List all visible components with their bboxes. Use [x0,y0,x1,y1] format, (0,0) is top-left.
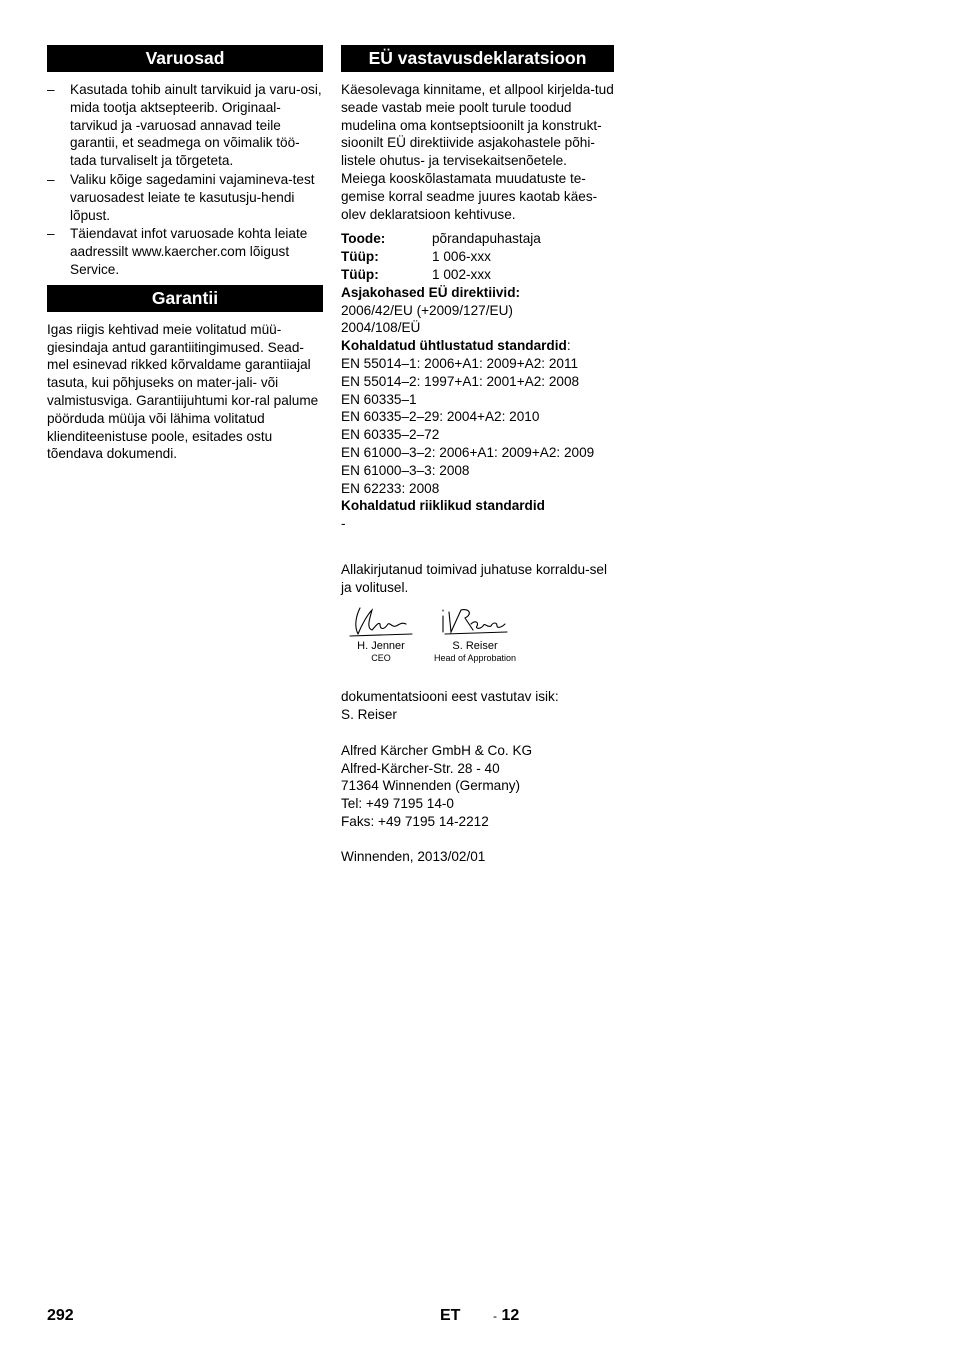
place-date: Winnenden, 2013/02/01 [341,849,486,865]
product-row: Toode: põrandapuhastaja [341,231,541,247]
list-item: – Täiendavat infot varuosade kohta leiate aadressilt www.kaercher.com lõigust Service. [47,226,308,277]
list-item: – Valiku kõige sagedamini vajamineva-test varuosadest leiate te kasutusju-hendi lõpust. [47,171,315,223]
standard-item: EN 60335–2–72 [341,427,440,443]
directives-label: Asjakohased EÜ direktiivid: [341,284,521,300]
declaration-specs [341,230,614,533]
handwritten-signature-icon [346,604,416,640]
left-column [47,45,323,463]
signer-role: CEO [371,653,391,664]
standard-item: EN 61000–3–3: 2008 [341,462,470,478]
address-line: 71364 Winnenden (Germany) [341,778,521,794]
directive-item: 2004/108/EÜ [341,320,421,336]
signer-name: H. Jenner [357,640,405,653]
list-item: – Kasutada tohib ainult tarvikuid ja varu-osi, mida tootja aktsepteerib. Originaal-tarvikud ja -varuosad annavad teile garantii, et seadmega on võimalik töö-tada turvaliselt ja tõrgeteta. [47,82,322,169]
standard-item: EN 61000–3–2: 2006+A1: 2009+A2: 2009 [341,444,595,460]
address-line: Tel: +49 7195 14-0 [341,796,454,812]
national-standards-label: Kohaldatud riiklikud standardid [341,498,545,514]
type-row: Tüüp: 1 002-xxx [341,266,491,282]
address-line: Alfred Kärcher GmbH & Co. KG [341,742,533,758]
doc-responsible-label: dokumentatsiooni eest vastutav isik: [341,689,559,705]
standard-item: EN 55014–2: 1997+A1: 2001+A2: 2008 [341,373,580,389]
address-line: Faks: +49 7195 14-2212 [341,813,489,829]
spare-parts-list [47,81,323,279]
standard-item: EN 62233: 2008 [341,480,440,496]
warranty-heading: Garantii [47,285,323,312]
declaration-intro: Käesolevaga kinnitame, et allpool kirjelda-tud seade vastab meie poolt turule toodud mudelina oma kontseptsioonilt ja konstrukt-sioonilt EÜ direktiivide asjakohastele põhi-listele ohutus- ja tervisekaitsenõetele. Meiega kooskõlastamata muudatuste te-gemise korral seadme juures kaotab käes-olev deklaratsioon kehtivuse. [341,82,614,222]
company-address [341,742,614,831]
right-column [341,45,614,866]
standard-item: EN 60335–1 [341,391,417,407]
page-number: 292 [47,1307,74,1324]
standard-item: EN 60335–2–29: 2004+A2: 2010 [341,409,540,425]
spare-parts-heading: Varuosad [47,45,323,72]
address-line: Alfred-Kärcher-Str. 28 - 40 [341,760,500,776]
national-standards-value: - [341,516,346,532]
signer-role: Head of Approbation [433,653,517,664]
warranty-text: Igas riigis kehtivad meie volitatud müü-giesindaja antud garantiitingimused. Sead-mel esinevad rikked kõrvaldame garantiiajal tasuta, kui põhjuseks on mater-jali- või valmistusviga. Garantiijuhtumi kor-ral palume pöörduda müüja või lähima volitatud klienditeenistuse poole, esitades ostu tõendava dokumendi. [47,321,319,462]
standards-label: Kohaldatud ühtlustatud standardid: [341,338,571,354]
declaration-heading: EÜ vastavusdeklaratsioon [341,45,614,72]
language-code: ET [440,1307,461,1324]
doc-responsible-name: S. Reiser [341,707,397,723]
signed-text: Allakirjutanud toimivad juhatuse korraldu-sel ja volitusel. [341,561,607,595]
handwritten-signature-icon [435,604,515,640]
section-page-number: - 12 [493,1307,520,1324]
signer-name: S. Reiser [452,640,498,653]
type-row: Tüüp: 1 006-xxx [341,249,491,265]
signature-jenner [345,604,417,664]
directive-item: 2006/42/EU (+2009/127/EU) [341,302,513,318]
signatures [341,604,614,674]
signature-reiser [427,604,523,664]
standard-item: EN 55014–1: 2006+A1: 2009+A2: 2011 [341,355,579,371]
